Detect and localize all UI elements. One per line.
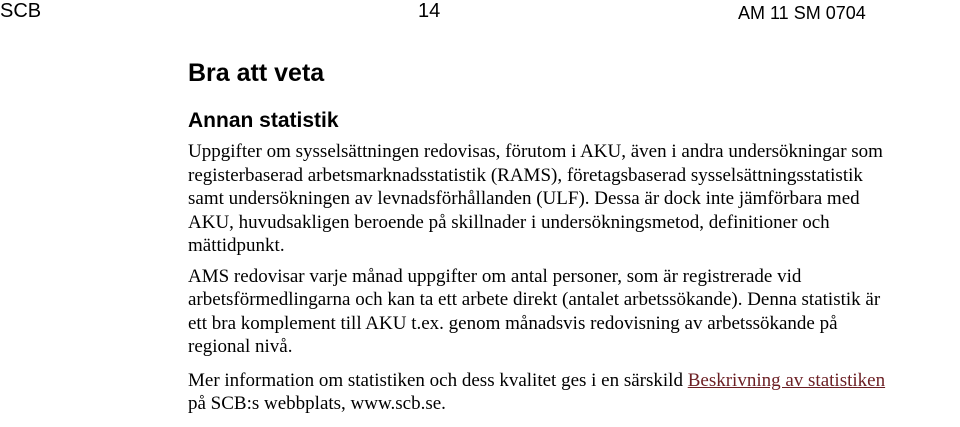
paragraph-text: Mer information om statistiken och dess kvalitet ges i en särskild <box>188 369 688 391</box>
paragraph-line: mättidpunkt. <box>188 235 285 256</box>
paragraph-line: på SCB:s webbplats, www.scb.se. <box>188 393 446 414</box>
paragraph-other-statistics <box>188 140 960 258</box>
statistics-description-link[interactable]: Beskrivning av statistiken <box>687 369 886 391</box>
page-number: 14 <box>418 0 441 22</box>
paragraph-line: Uppgifter om sysselsättningen redovisas, förutom i AKU, även i andra undersökningar som <box>188 141 883 162</box>
paragraph-line: registerbaserad arbetsmarknadsstatistik (RAMS), företagsbaserad sysselsättningsstatistik <box>188 164 863 186</box>
report-id: AM 11 SM 0704 <box>738 3 866 23</box>
paragraph-line: samt undersökningen av levnadsförhållanden (ULF). Dessa är dock inte jämförbara med <box>188 188 860 209</box>
paragraph-line <box>188 369 960 393</box>
paragraph-more-info <box>188 369 960 416</box>
paragraph-ams <box>188 265 960 359</box>
paragraph-line: regional nivå. <box>188 336 293 357</box>
document-title: Bra att veta <box>188 59 325 87</box>
paragraph-line: AKU, huvudsakligen beroende på skillnader i undersökningsmetod, definitioner och <box>188 211 830 233</box>
paragraph-line: ett bra komplement till AKU t.ex. genom månadsvis redovisning av arbetssökande på <box>188 312 838 334</box>
paragraph-line: AMS redovisar varje månad uppgifter om antal personer, som är registrerade vid <box>188 265 802 287</box>
paragraph-line: arbetsförmedlingarna och kan ta ett arbete direkt (antalet arbetssökande). Denna statistik är <box>188 289 881 310</box>
section-title: Annan statistik <box>188 109 339 132</box>
document-body <box>188 58 960 416</box>
organization-label: SCB <box>0 0 42 22</box>
